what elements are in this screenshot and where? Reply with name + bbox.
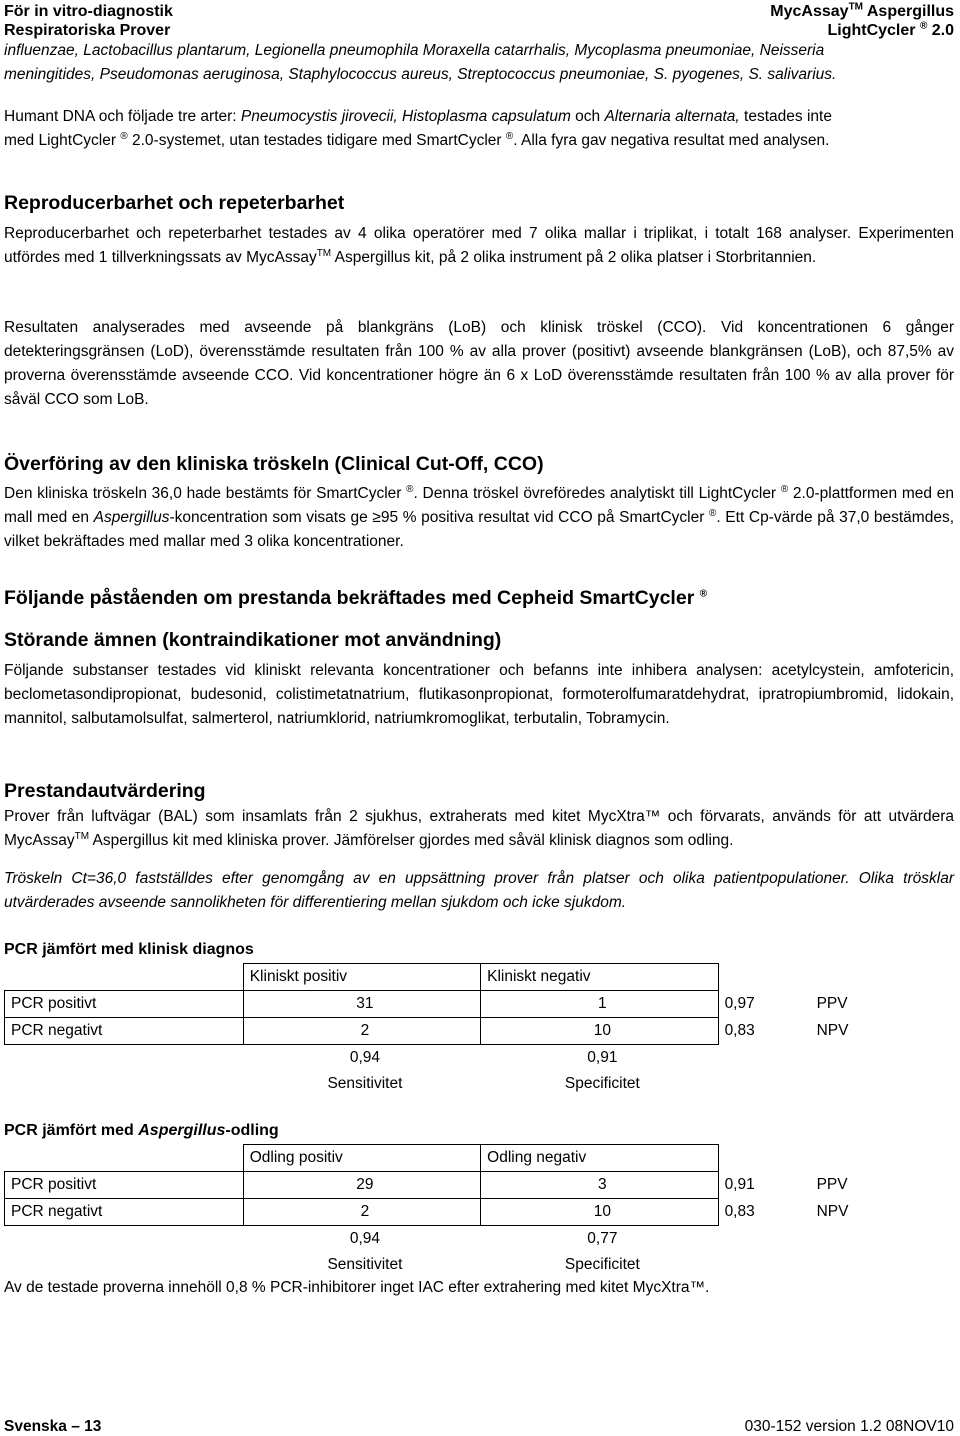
table2-sensitivity-label: Sensitivitet <box>327 1256 403 1273</box>
table1-col1: Kliniskt positiv <box>243 964 480 991</box>
table2-title: PCR jämfört med Aspergillus-odling <box>4 1122 279 1139</box>
table2-specificity-value: 0,77 <box>587 1230 618 1247</box>
table-row: PCR negativt 2 10 0,83 NPV <box>5 1018 960 1045</box>
table-row: PCR positivt 29 3 0,91 PPV <box>5 1172 960 1199</box>
clinical-diagnosis-table <box>4 963 960 1097</box>
table2-col2: Odling negativ <box>481 1145 718 1172</box>
footer-page-number: Svenska – 13 <box>4 1418 102 1435</box>
table1-specificity-value: 0,91 <box>587 1049 618 1066</box>
table1-sensitivity-label: Sensitivitet <box>327 1075 403 1092</box>
smartcycler-heading: Följande påståenden om prestanda bekräftades med Cepheid SmartCycler ® <box>4 587 708 609</box>
table2-specificity-label: Specificitet <box>564 1256 640 1273</box>
table1-title: PCR jämfört med klinisk diagnos <box>4 941 254 958</box>
header-left-line2: Respiratoriska Prover <box>4 22 171 39</box>
performance-paragraph-1: Prover från luftvägar (BAL) som insamlats från 2 sjukhus, extraherats med kitet MycXtra™ och förvarats, används för att utvärdera MycAssay™ Aspergillus kit med kliniska prover. Jämförelser gjordes med såväl klinisk diagnos som odling. <box>4 808 954 849</box>
table1-sensitivity-value: 0,94 <box>349 1049 381 1066</box>
reproducibility-heading: Reproducerbarhet och repeterbarhet <box>4 192 345 214</box>
table1-col2: Kliniskt negativ <box>481 964 718 991</box>
interfering-paragraph: Följande substanser testades vid kliniskt relevanta koncentrationer och befanns inte inhibera analysen: acetylcystein, amfotericin, beclometasondipropionat, budesonid, colistimetatnatrium, flutikasonpropionat, formoterolfumaratdehydrat, ipratropiumbromid, lidokain, mannitol, salbutamolsulfat, salmerterol, natriumklorid, natriumkromoglikat, terbutalin, Tobramycin. <box>4 662 954 727</box>
header-right-line1: MycAssay™ Aspergillus <box>770 1 954 20</box>
performance-paragraph-2: Tröskeln Ct=36,0 fastställdes efter genomgång av en uppsättning prover från platser och olika patientpopulationer. Olika trösklar utvärderades avseende sannolikheten för differentiering mellan sjukdom och icke sjukdom. <box>4 870 954 911</box>
species-list: influenzae, Lactobacillus plantarum, Legionella pneumophila Moraxella catarrhalis, Mycoplasma pneumoniae, Neisseria meningitides, Pseudomonas aeruginosa, Staphylococcus aureus, Streptococcus pneumoniae, S. pyogenes, S. salivarius. <box>4 42 837 83</box>
cco-paragraph: Den kliniska tröskeln 36,0 hade bestämts för SmartCycler ®. Denna tröskel övreföredes analytiskt till LightCycler ® 2.0-plattformen med en mall med en Aspergillus-koncentration som visats ge ≥95 % positiva resultat vid CCO på SmartCycler ®. Ett Cp-värde på 37,0 bestämdes, vilket bekräftades med mallar med 3 olika koncentrationer. <box>4 483 955 550</box>
table-row: PCR negativt 2 10 0,83 NPV <box>5 1199 960 1226</box>
header-right-line2: LightCycler ® 2.0 <box>827 20 954 39</box>
culture-table <box>4 1144 960 1278</box>
table-row: PCR positivt 31 1 0,97 PPV <box>5 991 960 1018</box>
reproducibility-paragraph-1: Reproducerbarhet och repeterbarhet testades av 4 olika operatörer med 7 olika mallar i triplikat, i totalt 168 analyser. Experimenten utfördes med 1 tillverkningssats av MycAssay™ Aspergillus kit, på 2 olika instrument på 2 olika platser i Storbritannien. <box>4 225 954 266</box>
table2-sensitivity-value: 0,94 <box>349 1230 381 1247</box>
table1-specificity-label: Specificitet <box>564 1075 640 1092</box>
table2-col1: Odling positiv <box>243 1145 480 1172</box>
closing-note: Av de testade proverna innehöll 0,8 % PCR-inhibitorer inget IAC efter extrahering med kitet MycXtra™. <box>4 1279 710 1296</box>
footer-version: 030-152 version 1.2 08NOV10 <box>744 1418 954 1435</box>
interfering-heading: Störande ämnen (kontraindikationer mot användning) <box>4 629 502 651</box>
human-dna-paragraph: Humant DNA och följade tre arter: Pneumocystis jirovecii, Histoplasma capsulatum och Alternaria alternata, testades inte med LightCycler ® 2.0-systemet, utan testades tidigare med SmartCycler ®. Alla fyra gav negativa resultat med analysen. <box>4 108 832 149</box>
performance-heading: Prestandautvärdering <box>4 780 206 802</box>
cco-heading: Överföring av den kliniska tröskeln (Clinical Cut-Off, CCO) <box>4 453 544 475</box>
reproducibility-paragraph-2: Resultaten analyserades med avseende på blankgräns (LoB) och klinisk tröskel (CCO). Vid koncentrationen 6 gånger detekteringsgränsen (LoD), överensstämde resultaten från 100 % av alla prover (positivt) avseende blankgränsen (LoB), och 87,5% av proverna överensstämde avseende CCO. Vid koncentrationer högre än 6 x LoD överensstämde resultaten från 100 % av alla prover för såväl CCO som LoB. <box>4 319 954 408</box>
header-left-line1: För in vitro-diagnostik <box>4 3 173 20</box>
